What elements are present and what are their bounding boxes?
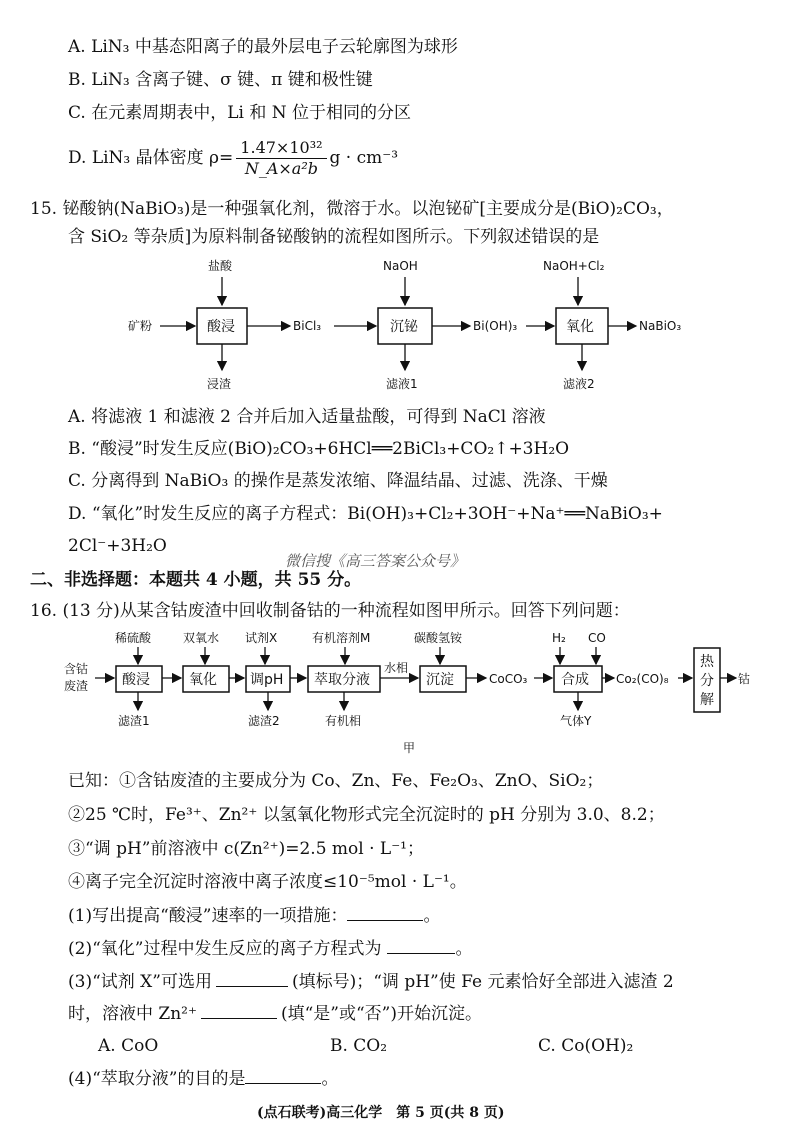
- flow16-out-residue2: 滤渣2: [248, 714, 280, 728]
- flow16-reagent-co: CO: [588, 631, 606, 645]
- q16-option-c: C. Co(OH)₂: [538, 1036, 634, 1056]
- q16-subq-2-text: (2)“氧化”过程中发生反应的离子方程式为: [68, 939, 382, 959]
- flow15-reagent-hcl: 盐酸: [208, 259, 233, 273]
- flow15-out-residue: 浸渣: [207, 377, 232, 391]
- q15-option-b: B. “酸浸”时发生反应(BiO)₂CO₃+6HCl══2BiCl₃+CO₂↑+3H₂O: [68, 439, 570, 459]
- answer-blank-3b[interactable]: [201, 1004, 277, 1019]
- q16-subq-3-text-a: (3)“试剂 X”可选用: [68, 972, 212, 992]
- q16-subq-3-text-c: 时，溶液中 Zn²⁺: [68, 1004, 197, 1024]
- flow16-b4-label: 萃取分液: [314, 672, 370, 688]
- flow15-input: 矿粉: [128, 319, 153, 333]
- q16-known-1: 已知：①含钴废渣的主要成分为 Co、Zn、Fe、Fe₂O₃、ZnO、SiO₂；: [68, 771, 604, 791]
- flow16-out-residue1: 滤渣1: [118, 714, 150, 728]
- q15-flowchart: [0, 250, 800, 400]
- flow15-out-filtrate1: 滤液1: [386, 377, 418, 391]
- q14-option-c: C. 在元素周期表中，Li 和 N 位于相同的分区: [68, 103, 412, 123]
- q14-option-d: [68, 138, 398, 179]
- flow16-b5-label: 沉淀: [426, 672, 454, 688]
- q15-option-c: C. 分离得到 NaBiO₃ 的操作是蒸发浓缩、降温结晶、过滤、洗涤、干燥: [68, 471, 608, 491]
- flow16-reagent-x: 试剂X: [245, 631, 278, 645]
- flow16-mid-coco3: CoCO₃: [489, 672, 528, 686]
- flow15-reagent-naoh-cl2: NaOH+Cl₂: [543, 259, 605, 273]
- q16-subq-1-text: (1)写出提高“酸浸”速率的一项措施：: [68, 906, 348, 926]
- q16-subq-1: [68, 905, 440, 927]
- q16-subq-4-end: 。: [321, 1069, 339, 1089]
- q16-stem: 16. (13 分)从某含钴废渣中回收制备钴的一种流程如图甲所示。回答下列问题：: [30, 601, 630, 621]
- section-2-heading: 二、非选择题：本题共 4 小题，共 55 分。: [30, 570, 362, 590]
- flow15-mid-bicl3: BiCl₃: [293, 319, 322, 333]
- flow16-out-organic-phase: 有机相: [325, 714, 362, 728]
- watermark: 微信搜《高三答案公众号》: [285, 552, 466, 570]
- q15-option-d-line2: 2Cl⁻+3H₂O: [68, 536, 167, 556]
- answer-blank-1[interactable]: [347, 906, 423, 921]
- q15-option-a: A. 将滤液 1 和滤液 2 合并后加入适量盐酸，可得到 NaCl 溶液: [68, 407, 546, 427]
- q16-subq-3-line1: [68, 971, 674, 993]
- answer-blank-3a[interactable]: [216, 972, 288, 987]
- q16-subq-4: [68, 1068, 338, 1090]
- flow15-reagent-naoh: NaOH: [383, 259, 418, 273]
- flow16-mid-co2co8: Co₂(CO)₈: [616, 672, 669, 686]
- q14-option-b: B. LiN₃ 含离子键、σ 键、π 键和极性键: [68, 70, 373, 90]
- q15-stem-line1: 15. 铋酸钠(NaBiO₃)是一种强氧化剂，微溶于水。以泡铋矿[主要成分是(BiO)₂CO₃，: [30, 199, 674, 219]
- q15-stem-line2: 含 SiO₂ 等杂质]为原料制备铋酸钠的流程如图所示。下列叙述错误的是: [68, 227, 600, 247]
- q16-subq-4-text: (4)“萃取分液”的目的是: [68, 1069, 246, 1089]
- flow16-reagent-m: 有机溶剂M: [312, 631, 371, 645]
- q16-option-a: A. CoO: [98, 1036, 159, 1056]
- flow16-caption: 甲: [403, 741, 416, 755]
- flow16-reagent-h2so4: 稀硫酸: [115, 631, 152, 645]
- flow16-b1-label: 酸浸: [122, 672, 150, 688]
- q16-subq-3-line2: [68, 1003, 482, 1025]
- q15-option-d-line1: D. “氧化”时发生反应的离子方程式：Bi(OH)₃+Cl₂+3OH⁻+Na⁺══NaBiO₃+: [68, 504, 663, 524]
- answer-blank-4[interactable]: [245, 1069, 321, 1084]
- flow16-reagent-h2: H₂: [552, 631, 566, 645]
- q16-flowchart: [0, 628, 800, 758]
- q16-known-4: ④离子完全沉淀时溶液中离子浓度≤10⁻⁵mol · L⁻¹。: [68, 872, 467, 892]
- density-numerator: 1.47×10³²: [236, 138, 326, 159]
- q16-subq-2: [68, 938, 472, 960]
- flow16-reagent-nh4hco3: 碳酸氢铵: [414, 631, 463, 645]
- flow15-mid-bioh3: Bi(OH)₃: [473, 319, 518, 333]
- flow15-out-filtrate2: 滤液2: [563, 377, 595, 391]
- flow16-input-line1: 含钴: [64, 662, 89, 676]
- density-unit: g · cm⁻³: [329, 148, 399, 168]
- flow16-b2-label: 氧化: [189, 672, 217, 688]
- q16-subq-2-end: 。: [455, 939, 473, 959]
- q14-option-d-prefix: D. LiN₃ 晶体密度 ρ=: [68, 148, 234, 168]
- q16-known-3: ③“调 pH”前溶液中 c(Zn²⁺)=2.5 mol · L⁻¹；: [68, 839, 424, 859]
- q16-option-b: B. CO₂: [330, 1036, 388, 1056]
- flow15-box3-label: 氧化: [566, 319, 594, 335]
- flow16-product-cobalt: 钴: [738, 672, 751, 686]
- flow16-b7-label-1: 热: [700, 654, 714, 670]
- flow16-input-line2: 废渣: [64, 679, 89, 693]
- q16-subq-3-text-d: (填“是”或“否”)开始沉淀。: [280, 1004, 482, 1024]
- flow15-product: NaBiO₃: [639, 319, 682, 333]
- page-footer: (点石联考)高三化学 第 5 页(共 8 页): [257, 1105, 505, 1121]
- answer-blank-2[interactable]: [387, 939, 455, 954]
- q14-option-a: A. LiN₃ 中基态阳离子的最外层电子云轮廓图为球形: [68, 37, 458, 57]
- flow16-b7-label-3: 解: [700, 692, 714, 708]
- flow16-reagent-h2o2: 双氧水: [183, 631, 220, 645]
- flow16-b3-label: 调pH: [250, 672, 284, 688]
- q16-subq-1-end: 。: [423, 906, 441, 926]
- q16-known-2: ②25 ℃时，Fe³⁺、Zn²⁺ 以氢氧化物形式完全沉淀时的 pH 分别为 3.0、8.2；: [68, 805, 665, 825]
- flow16-water-phase: 水相: [384, 661, 409, 675]
- flow16-b7-label-2: 分: [700, 673, 714, 689]
- flow16-out-gas-y: 气体Y: [560, 714, 592, 728]
- flow15-box1-label: 酸浸: [207, 319, 235, 335]
- density-fraction: [236, 138, 326, 179]
- flow15-box2-label: 沉铋: [390, 319, 418, 335]
- q16-subq-3-text-b: (填标号)；“调 pH”使 Fe 元素恰好全部进入滤渣 2: [291, 972, 674, 992]
- density-denominator: N_A×a²b: [244, 159, 318, 178]
- flow16-b6-label: 合成: [561, 672, 589, 688]
